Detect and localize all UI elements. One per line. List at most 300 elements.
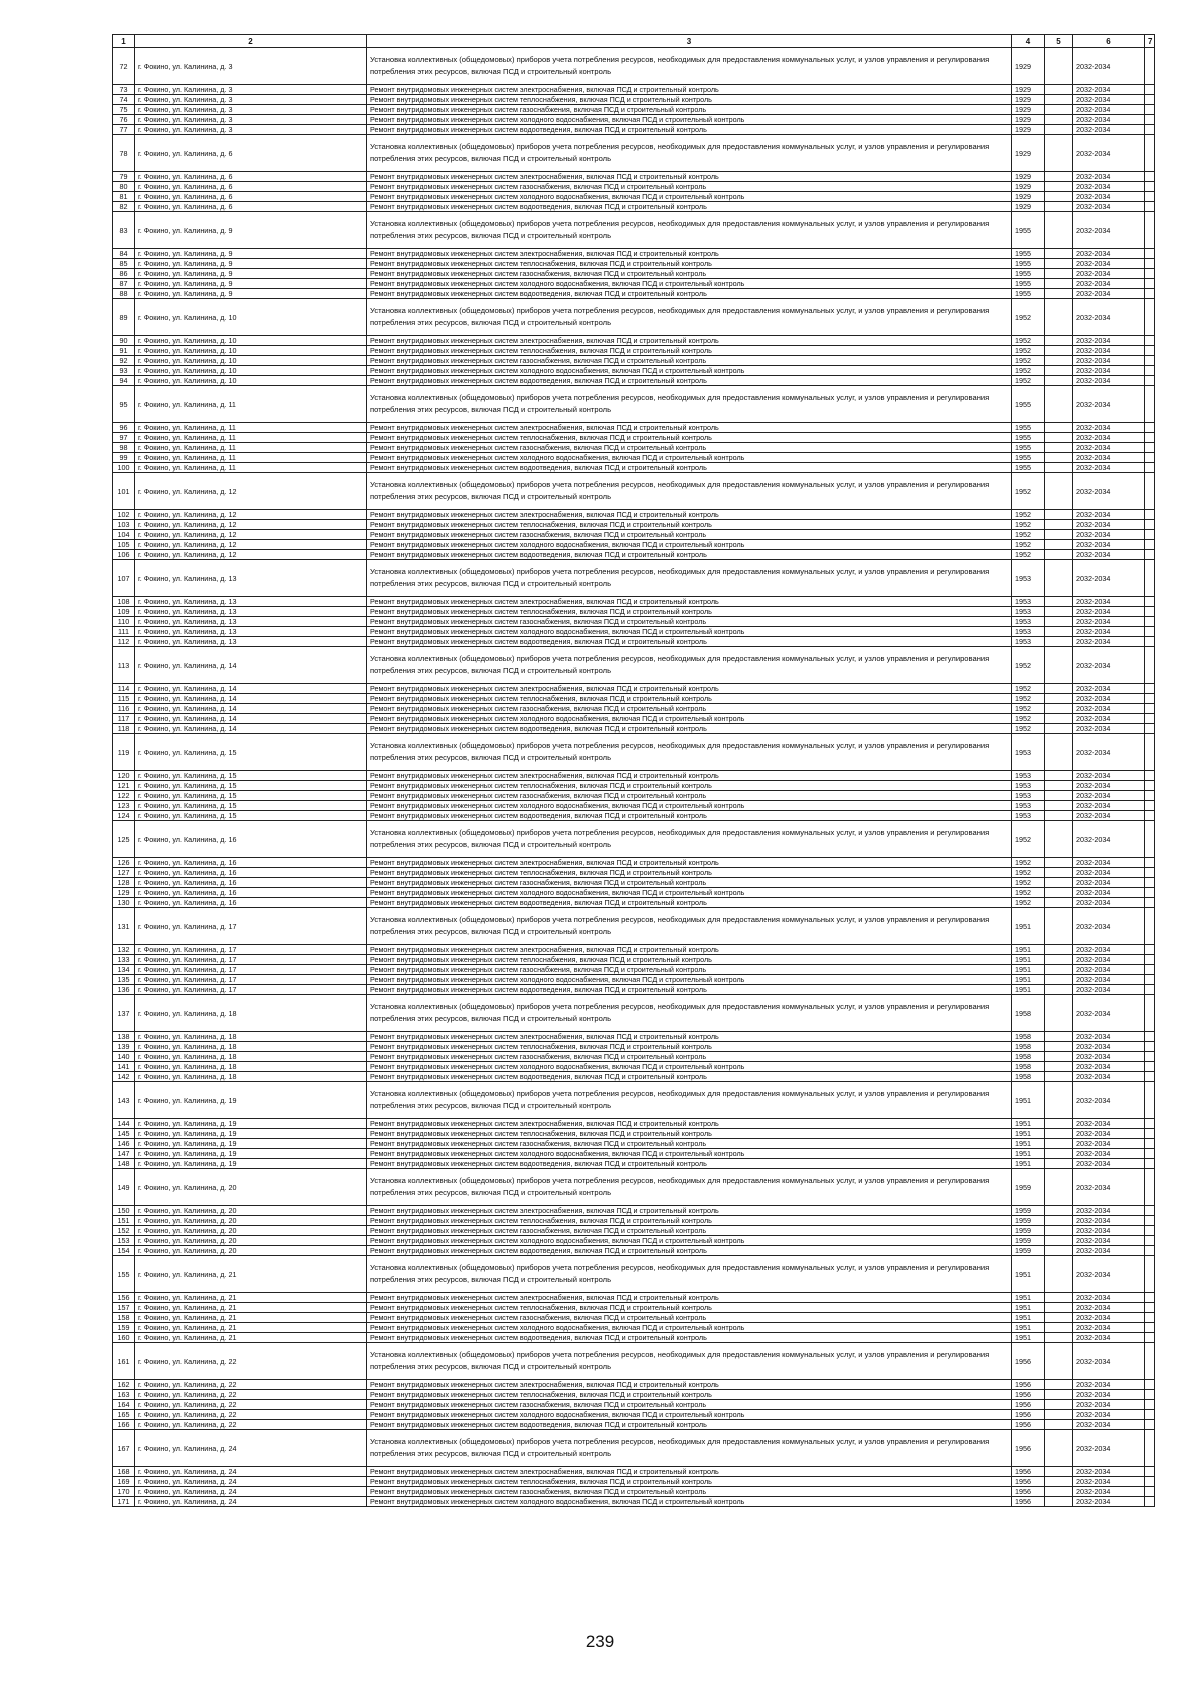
- period-cell: 2032-2034: [1073, 249, 1145, 259]
- year-cell: 1951: [1012, 1149, 1045, 1159]
- empty-cell: [1045, 888, 1073, 898]
- empty-cell: [1045, 172, 1073, 182]
- table-row: [113, 386, 1155, 423]
- empty-cell: [1145, 336, 1155, 346]
- work-cell: Установка коллективных (общедомовых) приборов учета потребления ресурсов, необходимых для предоставления коммунальных услуг, и узлов управления и регулирования потребления этих ресурсов, включая ПСД и строительный контроль: [367, 821, 1012, 858]
- row-number: 94: [113, 376, 135, 386]
- empty-cell: [1145, 1477, 1155, 1487]
- period-cell: 2032-2034: [1073, 172, 1145, 182]
- table-row: [113, 888, 1155, 898]
- address-cell: г. Фокино, ул. Калинина, д. 6: [135, 192, 367, 202]
- year-cell: 1952: [1012, 299, 1045, 336]
- table-row: [113, 289, 1155, 299]
- empty-cell: [1045, 1149, 1073, 1159]
- empty-cell: [1145, 771, 1155, 781]
- year-cell: 1955: [1012, 423, 1045, 433]
- address-cell: г. Фокино, ул. Калинина, д. 16: [135, 898, 367, 908]
- table-row: [113, 540, 1155, 550]
- address-cell: г. Фокино, ул. Калинина, д. 11: [135, 433, 367, 443]
- empty-cell: [1045, 955, 1073, 965]
- table-row: [113, 1072, 1155, 1082]
- empty-cell: [1145, 637, 1155, 647]
- row-number: 88: [113, 289, 135, 299]
- work-cell: Установка коллективных (общедомовых) приборов учета потребления ресурсов, необходимых для предоставления коммунальных услуг, и узлов управления и регулирования потребления этих ресурсов, включая ПСД и строительный контроль: [367, 1430, 1012, 1467]
- empty-cell: [1045, 202, 1073, 212]
- year-cell: 1952: [1012, 714, 1045, 724]
- address-cell: г. Фокино, ул. Калинина, д. 12: [135, 473, 367, 510]
- work-cell: Ремонт внутридомовых инженерных систем электроснабжения, включая ПСД и строительный контроль: [367, 172, 1012, 182]
- row-number: 170: [113, 1487, 135, 1497]
- address-cell: г. Фокино, ул. Калинина, д. 16: [135, 888, 367, 898]
- period-cell: 2032-2034: [1073, 202, 1145, 212]
- address-cell: г. Фокино, ул. Калинина, д. 18: [135, 1032, 367, 1042]
- empty-cell: [1045, 1159, 1073, 1169]
- empty-cell: [1145, 1159, 1155, 1169]
- empty-cell: [1045, 433, 1073, 443]
- year-cell: 1955: [1012, 269, 1045, 279]
- table-row: [113, 995, 1155, 1032]
- work-cell: Ремонт внутридомовых инженерных систем электроснабжения, включая ПСД и строительный контроль: [367, 85, 1012, 95]
- empty-cell: [1145, 1042, 1155, 1052]
- row-number: 95: [113, 386, 135, 423]
- period-cell: 2032-2034: [1073, 781, 1145, 791]
- year-cell: 1959: [1012, 1169, 1045, 1206]
- address-cell: г. Фокино, ул. Калинина, д. 21: [135, 1333, 367, 1343]
- year-cell: 1951: [1012, 1293, 1045, 1303]
- period-cell: 2032-2034: [1073, 540, 1145, 550]
- year-cell: 1951: [1012, 1159, 1045, 1169]
- empty-cell: [1145, 125, 1155, 135]
- address-cell: г. Фокино, ул. Калинина, д. 6: [135, 202, 367, 212]
- empty-cell: [1145, 1303, 1155, 1313]
- address-cell: г. Фокино, ул. Калинина, д. 17: [135, 955, 367, 965]
- year-cell: 1953: [1012, 617, 1045, 627]
- empty-cell: [1145, 259, 1155, 269]
- row-number: 157: [113, 1303, 135, 1313]
- empty-cell: [1145, 1467, 1155, 1477]
- empty-cell: [1045, 1497, 1073, 1507]
- row-number: 144: [113, 1119, 135, 1129]
- row-number: 119: [113, 734, 135, 771]
- empty-cell: [1045, 356, 1073, 366]
- table-row: [113, 1042, 1155, 1052]
- work-cell: Ремонт внутридомовых инженерных систем холодного водоснабжения, включая ПСД и строительный контроль: [367, 714, 1012, 724]
- address-cell: г. Фокино, ул. Калинина, д. 11: [135, 386, 367, 423]
- period-cell: 2032-2034: [1073, 627, 1145, 637]
- work-cell: Ремонт внутридомовых инженерных систем теплоснабжения, включая ПСД и строительный контроль: [367, 1303, 1012, 1313]
- work-cell: Ремонт внутридомовых инженерных систем водоотведения, включая ПСД и строительный контроль: [367, 724, 1012, 734]
- work-cell: Ремонт внутридомовых инженерных систем электроснабжения, включая ПСД и строительный контроль: [367, 1032, 1012, 1042]
- address-cell: г. Фокино, ул. Калинина, д. 10: [135, 299, 367, 336]
- header-cell: 5: [1045, 35, 1073, 48]
- table-row: [113, 346, 1155, 356]
- period-cell: 2032-2034: [1073, 1313, 1145, 1323]
- period-cell: 2032-2034: [1073, 433, 1145, 443]
- row-number: 80: [113, 182, 135, 192]
- empty-cell: [1145, 975, 1155, 985]
- table-row: [113, 724, 1155, 734]
- empty-cell: [1145, 192, 1155, 202]
- empty-cell: [1145, 473, 1155, 510]
- address-cell: г. Фокино, ул. Калинина, д. 17: [135, 908, 367, 945]
- row-number: 145: [113, 1129, 135, 1139]
- table-row: [113, 1380, 1155, 1390]
- row-number: 171: [113, 1497, 135, 1507]
- empty-cell: [1045, 259, 1073, 269]
- table-row: [113, 647, 1155, 684]
- year-cell: 1958: [1012, 1052, 1045, 1062]
- address-cell: г. Фокино, ул. Калинина, д. 20: [135, 1236, 367, 1246]
- period-cell: 2032-2034: [1073, 356, 1145, 366]
- year-cell: 1953: [1012, 791, 1045, 801]
- empty-cell: [1145, 898, 1155, 908]
- empty-cell: [1145, 202, 1155, 212]
- empty-cell: [1045, 704, 1073, 714]
- address-cell: г. Фокино, ул. Калинина, д. 11: [135, 463, 367, 473]
- table-row: [113, 868, 1155, 878]
- table-row: [113, 202, 1155, 212]
- row-number: 163: [113, 1390, 135, 1400]
- period-cell: 2032-2034: [1073, 386, 1145, 423]
- empty-cell: [1045, 1400, 1073, 1410]
- table-row: [113, 1216, 1155, 1226]
- row-number: 83: [113, 212, 135, 249]
- empty-cell: [1045, 868, 1073, 878]
- period-cell: 2032-2034: [1073, 1206, 1145, 1216]
- table-row: [113, 771, 1155, 781]
- period-cell: 2032-2034: [1073, 259, 1145, 269]
- table-row: [113, 908, 1155, 945]
- header-cell: 4: [1012, 35, 1045, 48]
- address-cell: г. Фокино, ул. Калинина, д. 10: [135, 336, 367, 346]
- table-row: [113, 1256, 1155, 1293]
- empty-cell: [1045, 336, 1073, 346]
- work-cell: Ремонт внутридомовых инженерных систем водоотведения, включая ПСД и строительный контроль: [367, 1333, 1012, 1343]
- empty-cell: [1145, 1082, 1155, 1119]
- address-cell: г. Фокино, ул. Калинина, д. 19: [135, 1082, 367, 1119]
- work-cell: Ремонт внутридомовых инженерных систем холодного водоснабжения, включая ПСД и строительный контроль: [367, 1062, 1012, 1072]
- year-cell: 1952: [1012, 898, 1045, 908]
- year-cell: 1956: [1012, 1467, 1045, 1477]
- period-cell: 2032-2034: [1073, 821, 1145, 858]
- period-cell: 2032-2034: [1073, 637, 1145, 647]
- period-cell: 2032-2034: [1073, 125, 1145, 135]
- table-row: [113, 734, 1155, 771]
- work-cell: Установка коллективных (общедомовых) приборов учета потребления ресурсов, необходимых для предоставления коммунальных услуг, и узлов управления и регулирования потребления этих ресурсов, включая ПСД и строительный контроль: [367, 995, 1012, 1032]
- address-cell: г. Фокино, ул. Калинина, д. 14: [135, 647, 367, 684]
- work-cell: Установка коллективных (общедомовых) приборов учета потребления ресурсов, необходимых для предоставления коммунальных услуг, и узлов управления и регулирования потребления этих ресурсов, включая ПСД и строительный контроль: [367, 1169, 1012, 1206]
- empty-cell: [1045, 115, 1073, 125]
- year-cell: 1955: [1012, 386, 1045, 423]
- row-number: 78: [113, 135, 135, 172]
- year-cell: 1955: [1012, 289, 1045, 299]
- year-cell: 1929: [1012, 135, 1045, 172]
- row-number: 158: [113, 1313, 135, 1323]
- empty-cell: [1145, 366, 1155, 376]
- year-cell: 1953: [1012, 801, 1045, 811]
- year-cell: 1959: [1012, 1226, 1045, 1236]
- empty-cell: [1045, 975, 1073, 985]
- empty-cell: [1045, 463, 1073, 473]
- empty-cell: [1045, 192, 1073, 202]
- table-row: [113, 376, 1155, 386]
- year-cell: 1956: [1012, 1410, 1045, 1420]
- work-cell: Ремонт внутридомовых инженерных систем водоотведения, включая ПСД и строительный контроль: [367, 811, 1012, 821]
- empty-cell: [1045, 105, 1073, 115]
- empty-cell: [1145, 1256, 1155, 1293]
- empty-cell: [1045, 714, 1073, 724]
- period-cell: 2032-2034: [1073, 714, 1145, 724]
- table-row: [113, 1032, 1155, 1042]
- period-cell: 2032-2034: [1073, 289, 1145, 299]
- address-cell: г. Фокино, ул. Калинина, д. 12: [135, 550, 367, 560]
- work-cell: Установка коллективных (общедомовых) приборов учета потребления ресурсов, необходимых для предоставления коммунальных услуг, и узлов управления и регулирования потребления этих ресурсов, включая ПСД и строительный контроль: [367, 560, 1012, 597]
- empty-cell: [1045, 1169, 1073, 1206]
- address-cell: г. Фокино, ул. Калинина, д. 6: [135, 172, 367, 182]
- period-cell: 2032-2034: [1073, 336, 1145, 346]
- address-cell: г. Фокино, ул. Калинина, д. 16: [135, 878, 367, 888]
- work-cell: Установка коллективных (общедомовых) приборов учета потребления ресурсов, необходимых для предоставления коммунальных услуг, и узлов управления и регулирования потребления этих ресурсов, включая ПСД и строительный контроль: [367, 908, 1012, 945]
- address-cell: г. Фокино, ул. Калинина, д. 24: [135, 1467, 367, 1477]
- work-cell: Ремонт внутридомовых инженерных систем газоснабжения, включая ПСД и строительный контроль: [367, 878, 1012, 888]
- address-cell: г. Фокино, ул. Калинина, д. 12: [135, 540, 367, 550]
- period-cell: 2032-2034: [1073, 1139, 1145, 1149]
- year-cell: 1951: [1012, 1129, 1045, 1139]
- table-row: [113, 125, 1155, 135]
- address-cell: г. Фокино, ул. Калинина, д. 13: [135, 597, 367, 607]
- empty-cell: [1145, 617, 1155, 627]
- empty-cell: [1145, 1139, 1155, 1149]
- empty-cell: [1145, 1169, 1155, 1206]
- address-cell: г. Фокино, ул. Калинина, д. 3: [135, 85, 367, 95]
- empty-cell: [1045, 734, 1073, 771]
- address-cell: г. Фокино, ул. Калинина, д. 13: [135, 637, 367, 647]
- header-cell: 3: [367, 35, 1012, 48]
- empty-cell: [1045, 858, 1073, 868]
- row-number: 102: [113, 510, 135, 520]
- period-cell: 2032-2034: [1073, 95, 1145, 105]
- year-cell: 1956: [1012, 1343, 1045, 1380]
- period-cell: 2032-2034: [1073, 684, 1145, 694]
- year-cell: 1951: [1012, 908, 1045, 945]
- address-cell: г. Фокино, ул. Калинина, д. 10: [135, 346, 367, 356]
- empty-cell: [1145, 386, 1155, 423]
- table-row: [113, 1206, 1155, 1216]
- period-cell: 2032-2034: [1073, 1226, 1145, 1236]
- year-cell: 1953: [1012, 811, 1045, 821]
- empty-cell: [1045, 125, 1073, 135]
- period-cell: 2032-2034: [1073, 1430, 1145, 1467]
- address-cell: г. Фокино, ул. Калинина, д. 13: [135, 560, 367, 597]
- period-cell: 2032-2034: [1073, 423, 1145, 433]
- empty-cell: [1145, 724, 1155, 734]
- empty-cell: [1145, 1487, 1155, 1497]
- address-cell: г. Фокино, ул. Калинина, д. 19: [135, 1129, 367, 1139]
- address-cell: г. Фокино, ул. Калинина, д. 22: [135, 1410, 367, 1420]
- row-number: 105: [113, 540, 135, 550]
- empty-cell: [1145, 1032, 1155, 1042]
- empty-cell: [1045, 1380, 1073, 1390]
- work-cell: Ремонт внутридомовых инженерных систем холодного водоснабжения, включая ПСД и строительный контроль: [367, 975, 1012, 985]
- row-number: 128: [113, 878, 135, 888]
- row-number: 74: [113, 95, 135, 105]
- work-cell: Ремонт внутридомовых инженерных систем газоснабжения, включая ПСД и строительный контроль: [367, 105, 1012, 115]
- year-cell: 1959: [1012, 1206, 1045, 1216]
- work-cell: Ремонт внутридомовых инженерных систем электроснабжения, включая ПСД и строительный контроль: [367, 1119, 1012, 1129]
- row-number: 126: [113, 858, 135, 868]
- empty-cell: [1045, 530, 1073, 540]
- row-number: 147: [113, 1149, 135, 1159]
- table-row: [113, 172, 1155, 182]
- table-row: [113, 520, 1155, 530]
- year-cell: 1956: [1012, 1400, 1045, 1410]
- period-cell: 2032-2034: [1073, 704, 1145, 714]
- year-cell: 1956: [1012, 1380, 1045, 1390]
- year-cell: 1951: [1012, 975, 1045, 985]
- period-cell: 2032-2034: [1073, 597, 1145, 607]
- period-cell: 2032-2034: [1073, 1082, 1145, 1119]
- work-cell: Ремонт внутридомовых инженерных систем водоотведения, включая ПСД и строительный контроль: [367, 1159, 1012, 1169]
- year-cell: 1953: [1012, 734, 1045, 771]
- empty-cell: [1045, 1467, 1073, 1477]
- address-cell: г. Фокино, ул. Калинина, д. 12: [135, 520, 367, 530]
- empty-cell: [1145, 821, 1155, 858]
- address-cell: г. Фокино, ул. Калинина, д. 22: [135, 1420, 367, 1430]
- work-cell: Ремонт внутридомовых инженерных систем водоотведения, включая ПСД и строительный контроль: [367, 1246, 1012, 1256]
- table-row: [113, 1226, 1155, 1236]
- table-row: [113, 955, 1155, 965]
- work-cell: Ремонт внутридомовых инженерных систем электроснабжения, включая ПСД и строительный контроль: [367, 771, 1012, 781]
- empty-cell: [1045, 724, 1073, 734]
- work-cell: Ремонт внутридомовых инженерных систем электроснабжения, включая ПСД и строительный контроль: [367, 858, 1012, 868]
- period-cell: 2032-2034: [1073, 1467, 1145, 1477]
- empty-cell: [1145, 801, 1155, 811]
- work-cell: Ремонт внутридомовых инженерных систем газоснабжения, включая ПСД и строительный контроль: [367, 965, 1012, 975]
- row-number: 141: [113, 1062, 135, 1072]
- empty-cell: [1045, 366, 1073, 376]
- empty-cell: [1045, 1303, 1073, 1313]
- empty-cell: [1145, 985, 1155, 995]
- table-row: [113, 975, 1155, 985]
- year-cell: 1951: [1012, 955, 1045, 965]
- period-cell: 2032-2034: [1073, 1333, 1145, 1343]
- empty-cell: [1045, 1236, 1073, 1246]
- table-row: [113, 192, 1155, 202]
- empty-cell: [1045, 617, 1073, 627]
- work-cell: Ремонт внутридомовых инженерных систем электроснабжения, включая ПСД и строительный контроль: [367, 597, 1012, 607]
- address-cell: г. Фокино, ул. Калинина, д. 14: [135, 704, 367, 714]
- row-number: 96: [113, 423, 135, 433]
- address-cell: г. Фокино, ул. Калинина, д. 15: [135, 734, 367, 771]
- row-number: 159: [113, 1323, 135, 1333]
- work-cell: Ремонт внутридомовых инженерных систем электроснабжения, включая ПСД и строительный контроль: [367, 1380, 1012, 1390]
- work-cell: Ремонт внутридомовых инженерных систем холодного водоснабжения, включая ПСД и строительный контроль: [367, 801, 1012, 811]
- empty-cell: [1145, 627, 1155, 637]
- empty-cell: [1145, 1052, 1155, 1062]
- empty-cell: [1145, 965, 1155, 975]
- row-number: 82: [113, 202, 135, 212]
- period-cell: 2032-2034: [1073, 995, 1145, 1032]
- work-cell: Ремонт внутридомовых инженерных систем холодного водоснабжения, включая ПСД и строительный контроль: [367, 1149, 1012, 1159]
- row-number: 124: [113, 811, 135, 821]
- period-cell: 2032-2034: [1073, 530, 1145, 540]
- table-row: [113, 627, 1155, 637]
- address-cell: г. Фокино, ул. Калинина, д. 19: [135, 1119, 367, 1129]
- address-cell: г. Фокино, ул. Калинина, д. 20: [135, 1226, 367, 1236]
- empty-cell: [1145, 443, 1155, 453]
- work-cell: Ремонт внутридомовых инженерных систем водоотведения, включая ПСД и строительный контроль: [367, 376, 1012, 386]
- period-cell: 2032-2034: [1073, 965, 1145, 975]
- row-number: 92: [113, 356, 135, 366]
- period-cell: 2032-2034: [1073, 463, 1145, 473]
- period-cell: 2032-2034: [1073, 694, 1145, 704]
- empty-cell: [1045, 1082, 1073, 1119]
- address-cell: г. Фокино, ул. Калинина, д. 20: [135, 1246, 367, 1256]
- empty-cell: [1045, 376, 1073, 386]
- empty-cell: [1145, 704, 1155, 714]
- empty-cell: [1145, 48, 1155, 85]
- work-cell: Ремонт внутридомовых инженерных систем электроснабжения, включая ПСД и строительный контроль: [367, 249, 1012, 259]
- row-number: 103: [113, 520, 135, 530]
- work-cell: Ремонт внутридомовых инженерных систем теплоснабжения, включая ПСД и строительный контроль: [367, 520, 1012, 530]
- year-cell: 1952: [1012, 540, 1045, 550]
- row-number: 162: [113, 1380, 135, 1390]
- table-row: [113, 1420, 1155, 1430]
- table-row: [113, 1139, 1155, 1149]
- header-cell: 2: [135, 35, 367, 48]
- period-cell: 2032-2034: [1073, 878, 1145, 888]
- year-cell: 1929: [1012, 85, 1045, 95]
- period-cell: 2032-2034: [1073, 1380, 1145, 1390]
- row-number: 143: [113, 1082, 135, 1119]
- period-cell: 2032-2034: [1073, 1293, 1145, 1303]
- row-number: 154: [113, 1246, 135, 1256]
- empty-cell: [1045, 1139, 1073, 1149]
- period-cell: 2032-2034: [1073, 771, 1145, 781]
- table-row: [113, 1293, 1155, 1303]
- address-cell: г. Фокино, ул. Калинина, д. 21: [135, 1256, 367, 1293]
- table-row: [113, 356, 1155, 366]
- empty-cell: [1145, 955, 1155, 965]
- row-number: 89: [113, 299, 135, 336]
- table-row: [113, 115, 1155, 125]
- period-cell: 2032-2034: [1073, 1216, 1145, 1226]
- table-row: [113, 85, 1155, 95]
- period-cell: 2032-2034: [1073, 898, 1145, 908]
- period-cell: 2032-2034: [1073, 1159, 1145, 1169]
- table-row: [113, 1082, 1155, 1119]
- table-row: [113, 269, 1155, 279]
- empty-cell: [1145, 1293, 1155, 1303]
- work-cell: Ремонт внутридомовых инженерных систем холодного водоснабжения, включая ПСД и строительный контроль: [367, 1323, 1012, 1333]
- table-row: [113, 1169, 1155, 1206]
- work-cell: Ремонт внутридомовых инженерных систем газоснабжения, включая ПСД и строительный контроль: [367, 791, 1012, 801]
- year-cell: 1951: [1012, 1303, 1045, 1313]
- empty-cell: [1145, 540, 1155, 550]
- row-number: 108: [113, 597, 135, 607]
- empty-cell: [1145, 945, 1155, 955]
- empty-cell: [1045, 95, 1073, 105]
- empty-cell: [1145, 550, 1155, 560]
- table-row: [113, 105, 1155, 115]
- empty-cell: [1145, 1333, 1155, 1343]
- address-cell: г. Фокино, ул. Калинина, д. 13: [135, 607, 367, 617]
- address-cell: г. Фокино, ул. Калинина, д. 19: [135, 1159, 367, 1169]
- work-cell: Ремонт внутридомовых инженерных систем водоотведения, включая ПСД и строительный контроль: [367, 289, 1012, 299]
- work-cell: Ремонт внутридомовых инженерных систем электроснабжения, включая ПСД и строительный контроль: [367, 336, 1012, 346]
- year-cell: 1951: [1012, 1313, 1045, 1323]
- period-cell: 2032-2034: [1073, 724, 1145, 734]
